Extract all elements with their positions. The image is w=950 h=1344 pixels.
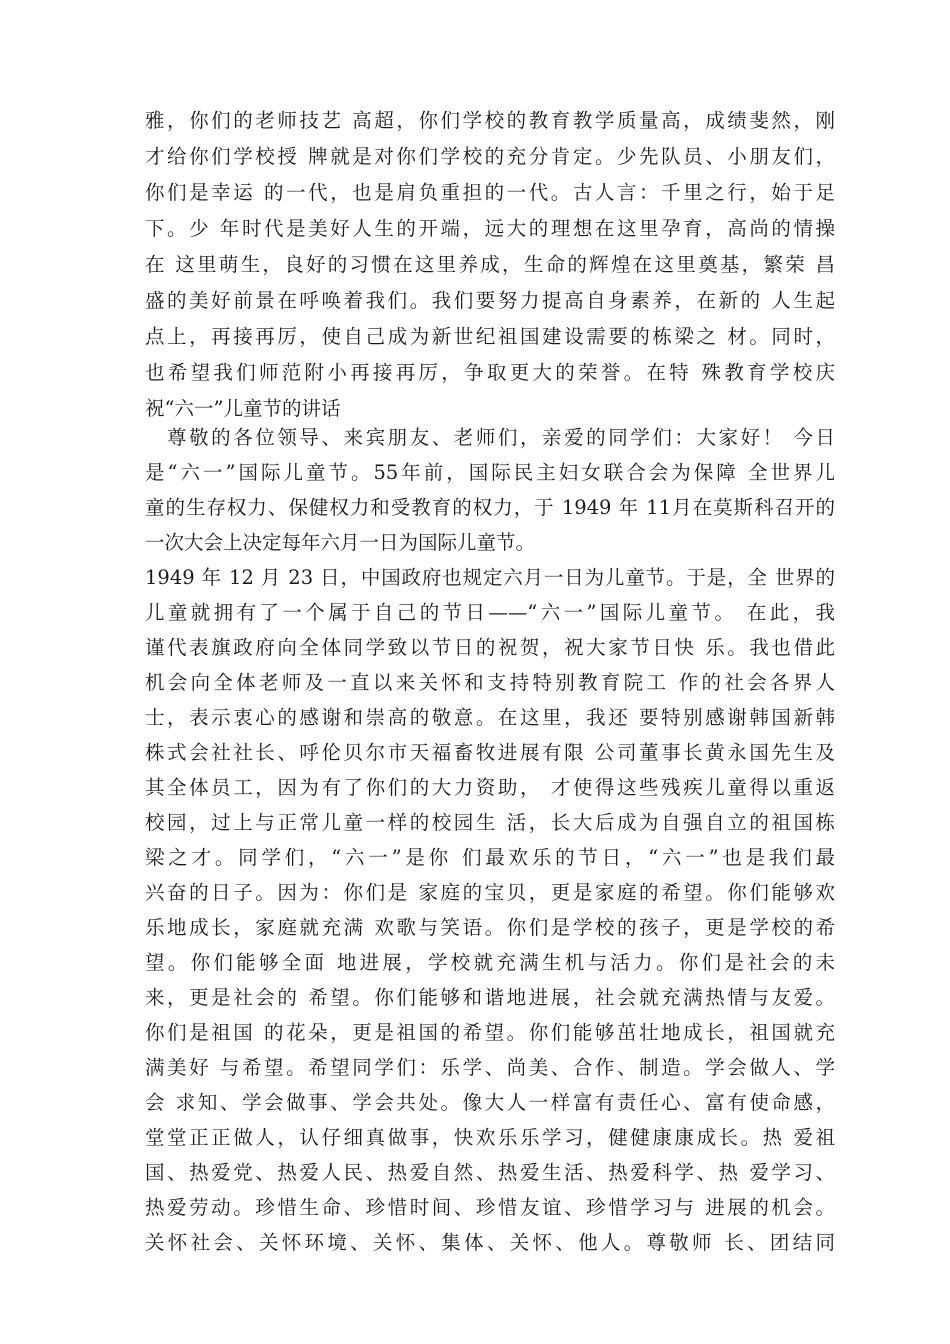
text-line: 国、热爱党、热爱人民、热爱自然、热爱生活、热爱科学、热 爱学习、 (145, 1161, 835, 1184)
text-line: 望。你们能够全面 地进展，学校就充满生机与活力。你们是社会的未 (145, 951, 835, 974)
text-line: 儿童就拥有了一个属于自己的节日——“六一”国际儿童节。 在此，我 (145, 601, 835, 624)
text-line: 尊敬的各位领导、来宾朋友、老师们，亲爱的同学们：大家好！ 今日 (145, 426, 835, 449)
text-line: 也希望我们师范附小再接再厉，争取更大的荣誉。在特 殊教育学校庆 (145, 361, 835, 384)
text-line: 其全体员工，因为有了你们的大力资助， 才使得这些残疾儿童得以重返 (145, 776, 835, 799)
text-line: 热爱劳动。珍惜生命、珍惜时间、珍惜友谊、珍惜学习与 进展的机会。 (145, 1196, 835, 1219)
text-line: 来，更是社会的 希望。你们能够和谐地进展，社会就充满热情与友爱。 (145, 986, 835, 1009)
text-line: 童的生存权力、保健权力和受教育的权力，于 1949 年 11月在莫斯科召开的 (145, 496, 835, 519)
text-line: 一次大会上决定每年六月一日为国际儿童节。 (145, 531, 536, 554)
text-line: 盛的美好前景在呼唤着我们。我们要努力提高自身素养，在新的 人生起 (145, 289, 835, 312)
text-line: 机会向全体老师及一直以来关怀和支持特别教育院工 作的社会各界人 (145, 671, 835, 694)
text-line: 你们是幸运 的一代，也是肩负重担的一代。古人言：千里之行，始于足 (145, 181, 835, 204)
speech-body (145, 420, 835, 1260)
text-line: 1949 年 12 月 23 日，中国政府也规定六月一日为儿童节。于是，全 世界的 (145, 566, 835, 589)
text-line: 兴奋的日子。因为：你们是 家庭的宝贝，更是家庭的希望。你们能够欢 (145, 881, 835, 904)
text-line: 堂堂正正做人，认仔细真做事，快欢乐乐学习，健健康康成长。热 爱祖 (145, 1126, 835, 1149)
text-line: 点上，再接再厉，使自己成为新世纪祖国建设需要的栋梁之 材。同时， (145, 325, 835, 348)
text-line: 谨代表旗政府向全体同学致以节日的祝贺，祝大家节日快 乐。我也借此 (145, 636, 835, 659)
text-line: 士，表示衷心的感谢和崇高的敬意。在这里，我还 要特别感谢韩国新韩 (145, 706, 835, 729)
text-line: 是“六一”国际儿童节。55年前，国际民主妇女联合会为保障 全世界儿 (145, 461, 835, 484)
speech-title-line: 祝“六一”儿童节的讲话 (145, 397, 341, 420)
text-line: 梁之才。同学们，“六一”是你 们最欢乐的节日，“六一”也是我们最 (145, 846, 835, 869)
text-line: 校园，过上与正常儿童一样的校园生 活，长大后成为自强自立的祖国栋 (145, 811, 835, 834)
text-line: 在 这里萌生，良好的习惯在这里养成，生命的辉煌在这里奠基，繁荣 昌 (145, 253, 835, 276)
text-line: 满美好 与希望。希望同学们：乐学、尚美、合作、制造。学会做人、学 (145, 1056, 835, 1079)
continued-paragraph (145, 103, 835, 427)
text-line: 雅，你们的老师技艺 高超，你们学校的教育教学质量高，成绩斐然，刚 (145, 109, 835, 132)
text-line: 关怀社会、关怀环境、关怀、集体、关怀、他人。尊敬师 长、团结同 (145, 1231, 835, 1254)
text-line: 才给你们学校授 牌就是对你们学校的充分肯定。少先队员、小朋友们， (145, 145, 835, 168)
text-line: 乐地成长，家庭就充满 欢歌与笑语。你们是学校的孩子，更是学校的希 (145, 916, 835, 939)
text-line: 会 求知、学会做事、学会共处。像大人一样富有责任心、富有使命感， (145, 1091, 835, 1114)
text-line: 你们是祖国 的花朵，更是祖国的希望。你们能够茁壮地成长，祖国就充 (145, 1021, 835, 1044)
text-line: 株式会社社长、呼伦贝尔市天福畜牧进展有限 公司董事长黄永国先生及 (145, 741, 835, 764)
text-line: 下。少 年时代是美好人生的开端，远大的理想在这里孕育，高尚的情操 (145, 217, 835, 240)
